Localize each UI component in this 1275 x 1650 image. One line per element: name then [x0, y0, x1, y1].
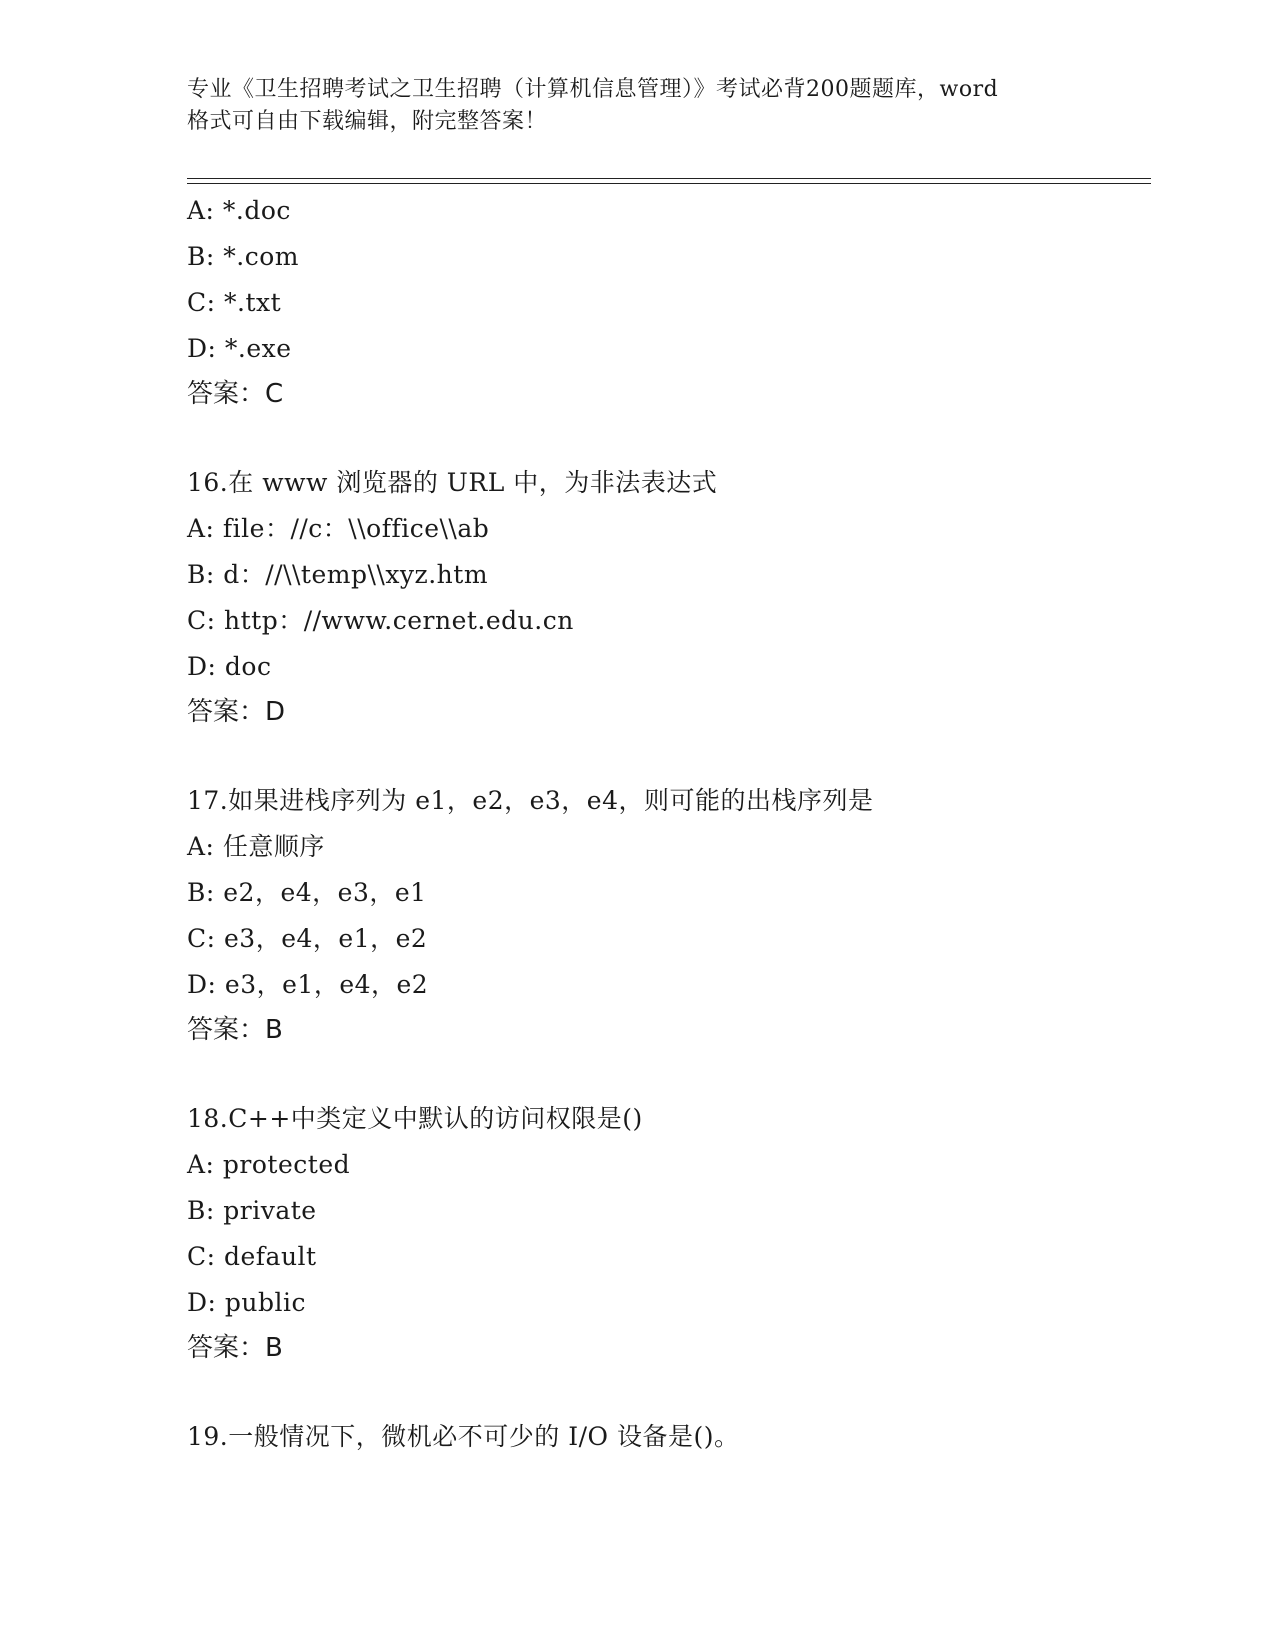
document-header — [187, 74, 1087, 138]
answer-line: 答案：B — [187, 1015, 283, 1045]
option-b: B: *.com — [187, 242, 299, 271]
option-c: C: http：//www.cernet.edu.cn — [187, 606, 574, 635]
option-c: C: e3，e4，e1，e2 — [187, 924, 428, 953]
question-18-block — [187, 1096, 1147, 1370]
option-a: A: *.doc — [187, 196, 291, 225]
header-line-2: 格式可自由下载编辑，附完整答案！ — [187, 109, 548, 134]
answer-line: 答案：B — [187, 1333, 283, 1363]
question-19-block — [187, 1414, 1147, 1460]
option-a: A: file：//c：\\office\\ab — [187, 514, 490, 543]
option-a: A: 任意顺序 — [187, 832, 325, 861]
header-line-1: 专业《卫生招聘考试之卫生招聘（计算机信息管理）》考试必背200题题库，word — [187, 77, 999, 102]
answer-line: 答案：C — [187, 379, 284, 409]
option-d: D: *.exe — [187, 334, 292, 363]
question-title: 18.C++中类定义中默认的访问权限是() — [187, 1104, 643, 1133]
question-15-block — [187, 188, 1147, 416]
option-b: B: d：//\\temp\\xyz.htm — [187, 560, 489, 589]
option-a: A: protected — [187, 1150, 351, 1179]
option-b: B: e2，e4，e3，e1 — [187, 878, 427, 907]
question-title: 17.如果进栈序列为 e1，e2，e3，e4，则可能的出栈序列是 — [187, 786, 874, 815]
question-17-block — [187, 778, 1147, 1052]
option-c: C: default — [187, 1242, 317, 1271]
option-c: C: *.txt — [187, 288, 282, 317]
header-divider-top — [187, 178, 1151, 179]
option-d: D: doc — [187, 652, 272, 681]
question-title: 19.一般情况下，微机必不可少的 I/O 设备是()。 — [187, 1422, 740, 1451]
answer-line: 答案：D — [187, 697, 286, 727]
option-b: B: private — [187, 1196, 317, 1225]
question-list — [187, 188, 1147, 1460]
header-divider-bottom — [187, 183, 1151, 184]
question-16-block — [187, 460, 1147, 734]
option-d: D: public — [187, 1288, 307, 1317]
question-title: 16.在 www 浏览器的 URL 中，为非法表达式 — [187, 468, 718, 497]
option-d: D: e3，e1，e4，e2 — [187, 970, 429, 999]
